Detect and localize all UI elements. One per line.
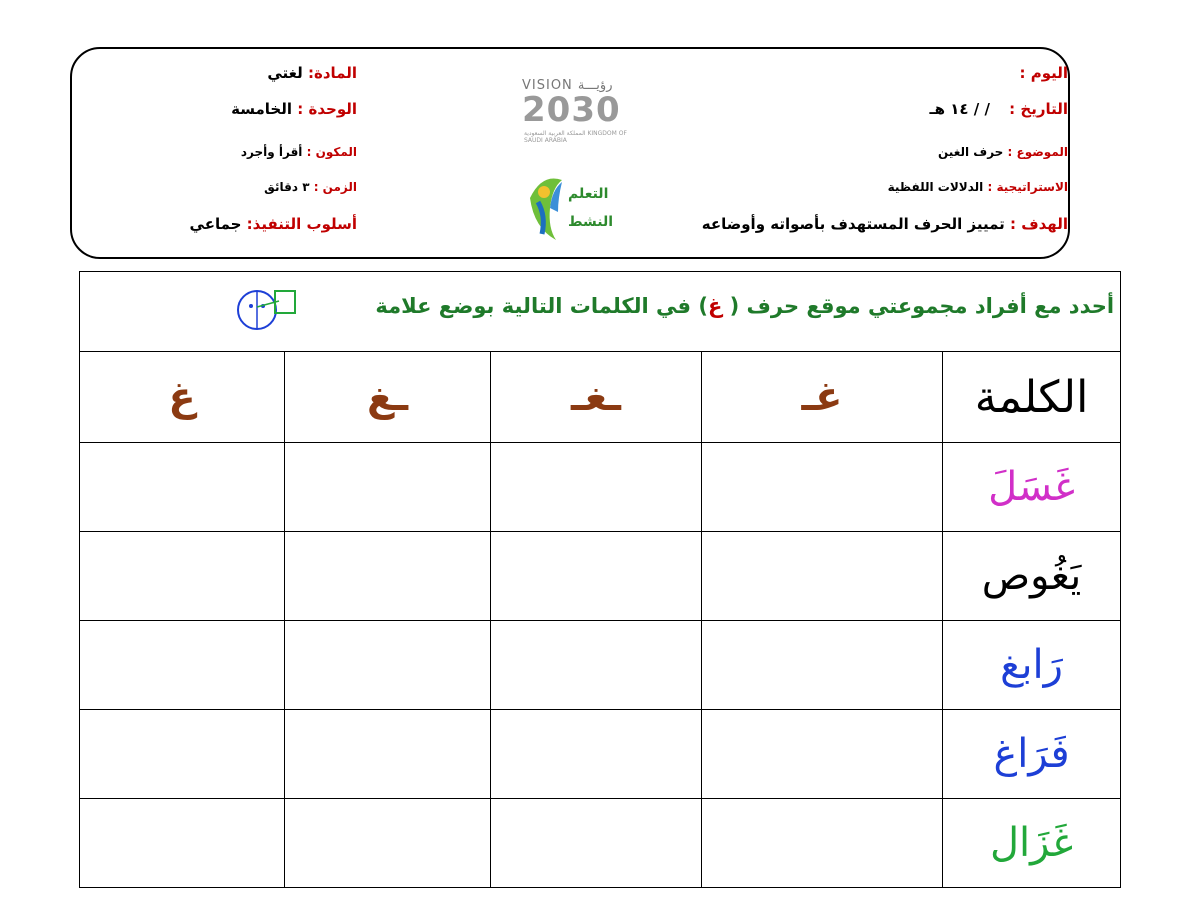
goal-label: الهدف : [1010,215,1068,233]
topic-label: الموضوع : [1007,145,1068,159]
method-field [190,215,357,233]
instruction-before: أحدد مع أفراد مجموعتي موقع حرف ( [729,294,1115,318]
component-value: أقرأ وأجرد [240,145,303,159]
instruction-row [80,272,1121,352]
component-field [241,145,357,159]
active-learning-logo-icon [522,168,614,243]
letter-forms-row [80,352,1121,443]
table-row [80,621,1121,710]
method-label: أسلوب التنفيذ: [246,215,357,233]
answer-cell[interactable] [80,799,285,888]
answer-cell[interactable] [702,443,943,532]
answer-cell[interactable] [702,532,943,621]
subject-label: المادة: [307,64,357,82]
answer-cell[interactable] [491,710,702,799]
answer-cell[interactable] [80,710,285,799]
vision-logo-sub: المملكة العربية السعودية KINGDOM OF SAUDI ARABIA [524,130,627,144]
day-label: اليوم : [1019,64,1068,82]
time-value: ٣ دقائق [264,180,310,194]
topic-field [938,145,1068,159]
vision-logo-top: VISION رؤيـــة [522,78,613,93]
unit-field [231,100,357,118]
component-label: المكون : [306,145,357,159]
strategy-field [888,180,1068,194]
answer-cell[interactable] [285,799,491,888]
answer-cell[interactable] [491,621,702,710]
answer-cell[interactable] [285,710,491,799]
date-value: / / ١٤ هـ [929,100,990,118]
word-faragh: فَرَاغ [993,731,1070,777]
table-row [80,710,1121,799]
svg-text:التعلم: التعلم [568,186,609,202]
answer-cell[interactable] [491,799,702,888]
vision-2030-logo [522,78,632,148]
answer-cell[interactable] [702,621,943,710]
answer-cell[interactable] [702,710,943,799]
answer-cell[interactable] [285,532,491,621]
answer-cell[interactable] [80,532,285,621]
answer-cell[interactable] [491,532,702,621]
table-row [80,799,1121,888]
group-work-icon [235,287,305,333]
word-cell [943,532,1121,621]
word-cell [943,710,1121,799]
topic-value: حرف الغين [938,145,1004,159]
word-rabigh: رَابغ [1000,642,1063,688]
form-final-isolated: غ [80,352,285,443]
date-label: التاريخ : [1009,100,1068,118]
exercise-table [79,271,1121,888]
answer-cell[interactable] [285,443,491,532]
goal-value: تمييز الحرف المستهدف بأصواته وأوضاعه [701,215,1005,233]
answer-cell[interactable] [702,799,943,888]
subject-field [267,64,357,82]
word-ghazal: غَزَال [989,820,1074,866]
form-initial: غـ [702,352,943,443]
form-final-connected: ـغ [285,352,491,443]
method-value: جماعي [189,215,242,233]
date-field [929,100,1068,118]
word-cell [943,799,1121,888]
answer-cell[interactable] [80,443,285,532]
instruction-cell [80,272,1121,352]
svg-text:النشط: النشط [568,214,614,230]
goal-field [702,215,1068,233]
table-row [80,443,1121,532]
strategy-label: الاستراتيجية : [987,180,1068,194]
instruction-text [375,294,1114,318]
instruction-letter: غ [707,294,730,318]
day-field [1019,64,1068,82]
word-column-header: الكلمة [943,352,1121,443]
word-cell [943,621,1121,710]
answer-cell[interactable] [80,621,285,710]
vision-logo-year: 2030 [522,90,621,130]
active-learning-logo [522,168,614,243]
time-field [264,180,357,194]
table-row [80,532,1121,621]
word-yaghus: يَغُوص [981,553,1082,599]
word-cell [943,443,1121,532]
subject-value: لغتي [267,64,303,82]
strategy-value: الدلالات اللفظية [887,180,984,194]
form-medial: ـغـ [491,352,702,443]
answer-cell[interactable] [491,443,702,532]
word-ghasala: غَسَلَ [988,464,1075,510]
answer-cell[interactable] [285,621,491,710]
unit-value: الخامسة [231,100,293,118]
time-label: الزمن : [313,180,357,194]
instruction-after: ) في الكلمات التالية بوضع علامة [375,294,708,318]
unit-label: الوحدة : [297,100,357,118]
